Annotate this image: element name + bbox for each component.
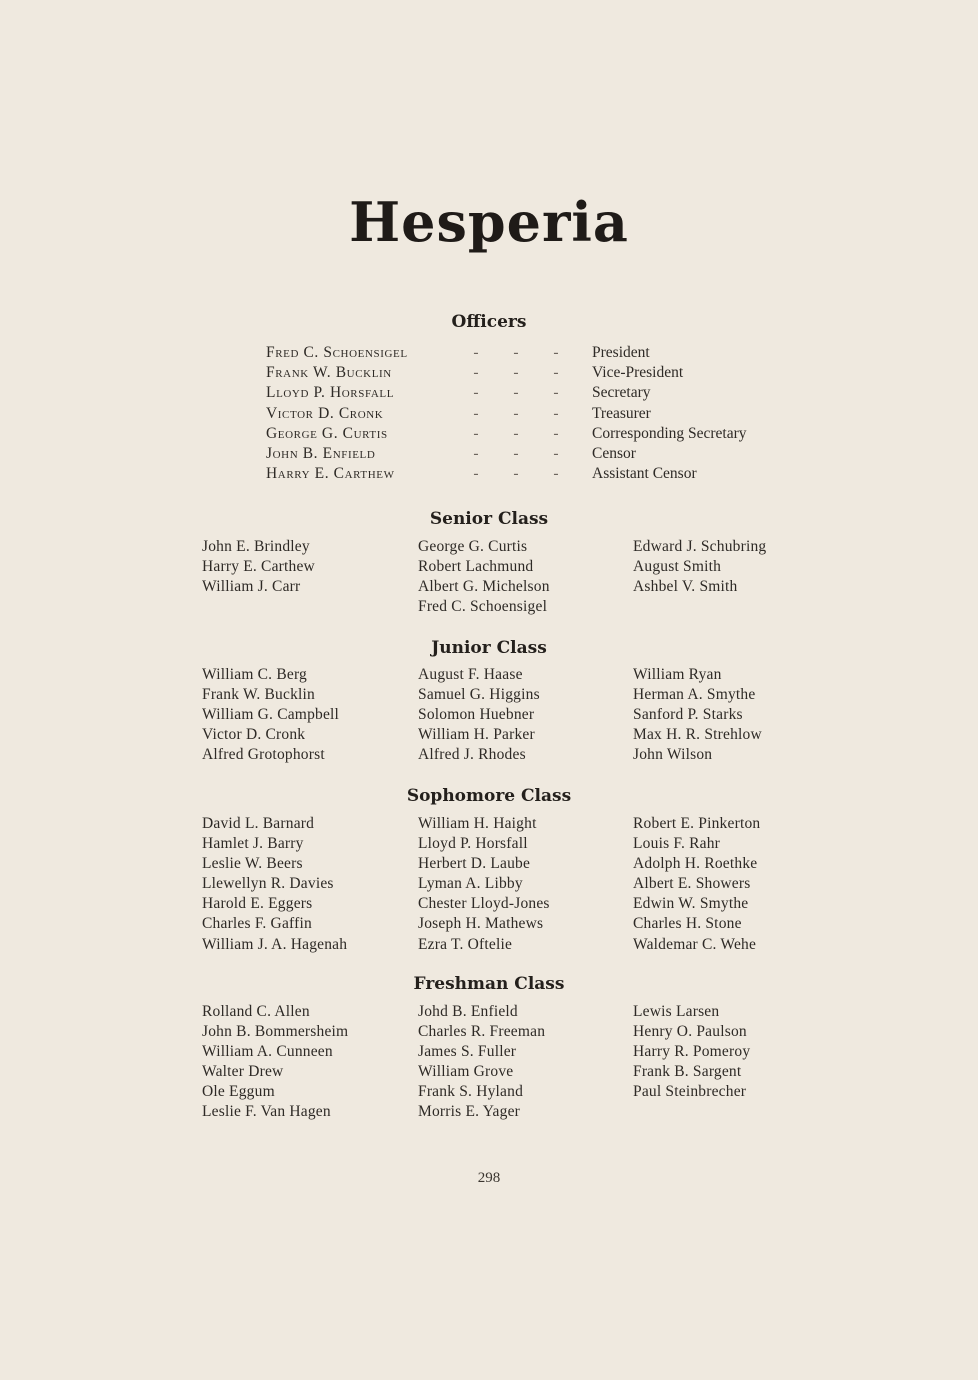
officer-title: Censor [592,444,636,462]
member-name: Hamlet J. Barry [202,835,304,853]
junior-class-heading: Junior Class [431,638,547,658]
officer-title: Secretary [592,384,651,402]
column-1 [202,814,412,955]
member-name: Charles H. Stone [633,915,742,933]
member-name: William J. Carr [202,578,301,596]
senior-class-heading: Senior Class [429,509,549,529]
officer-name: Frank W. Bucklin [266,364,392,382]
officer-row [266,425,806,445]
officer-row [266,344,806,364]
member-name: Herbert D. Laube [418,855,531,873]
member-name: Samuel G. Higgins [418,686,540,704]
column-2 [418,537,628,617]
member-name: Lloyd P. Horsfall [418,835,528,853]
member-name: Harry R. Pomeroy [633,1043,751,1061]
member-name: Herman A. Smythe [633,686,756,704]
member-name: Paul Steinbrecher [633,1083,747,1101]
leader-dashes: - - - [473,444,559,462]
officer-row [266,445,806,465]
member-name: Fred C. Schoensigel [418,598,548,616]
column-3 [633,1002,843,1102]
member-name: Robert E. Pinkerton [633,815,761,832]
member-name: William A. Cunneen [202,1043,333,1061]
column-3 [633,665,843,765]
column-3 [633,814,843,955]
member-name: Frank S. Hyland [418,1083,524,1101]
member-name: Leslie F. Van Hagen [202,1103,331,1121]
member-name: Louis F. Rahr [633,835,721,853]
member-name: William C. Berg [202,666,307,683]
member-name: William Ryan [633,666,722,683]
member-name: Alfred Grotophorst [202,746,325,764]
leader-dashes: - - - [473,424,559,442]
column-3 [633,537,843,597]
column-2 [418,1002,628,1123]
officer-row [266,465,806,485]
member-name: Ezra T. Oftelie [418,935,513,953]
member-name: Leslie W. Beers [202,855,303,873]
officers-heading: Officers [451,312,527,332]
member-name: David L. Barnard [202,815,315,832]
officer-row [266,405,806,425]
officers-list [266,344,806,485]
column-2 [418,814,628,955]
member-name: Sanford P. Starks [633,706,743,724]
freshman-class-heading: Freshman Class [413,974,565,994]
member-name: John E. Brindley [202,538,310,555]
member-name: Lyman A. Libby [418,875,523,893]
officer-title: President [592,344,650,361]
leader-dashes: - - - [473,404,559,422]
member-name: Alfred J. Rhodes [418,746,526,764]
member-name: Frank B. Sargent [633,1063,742,1081]
member-name: Lewis Larsen [633,1003,720,1020]
member-name: Llewellyn R. Davies [202,875,334,893]
member-name: Edward J. Schubring [633,538,767,555]
member-name: Morris E. Yager [418,1103,521,1121]
member-name: John B. Bommersheim [202,1023,349,1041]
member-name: William G. Campbell [202,706,340,724]
member-name: William J. A. Hagenah [202,935,348,953]
member-name: Albert E. Showers [633,875,751,893]
leader-dashes: - - - [473,364,559,382]
officer-title: Treasurer [592,404,651,422]
member-name: John Wilson [633,746,713,764]
member-name: Chester Lloyd-Jones [418,895,550,913]
member-name: Max H. R. Strehlow [633,726,762,744]
member-name: Ole Eggum [202,1083,275,1101]
officer-title: Assistant Censor [592,465,697,483]
leader-dashes: - - - [473,384,559,402]
member-name: Albert G. Michelson [418,578,550,596]
page-title: Hesperia [349,190,629,254]
officer-row [266,364,806,384]
member-name: Frank W. Bucklin [202,686,315,704]
column-2 [418,665,628,765]
member-name: William Grove [418,1063,514,1081]
member-name: August F. Haase [418,666,523,683]
officer-name: Victor D. Cronk [266,404,384,422]
sophomore-class-heading: Sophomore Class [406,786,572,806]
officer-name: Lloyd P. Horsfall [266,384,395,402]
member-name: Victor D. Cronk [202,726,306,744]
column-1 [202,537,412,597]
member-name: William H. Haight [418,815,537,832]
officer-name: Harry E. Carthew [266,465,395,483]
member-name: Henry O. Paulson [633,1023,747,1041]
officer-title: Corresponding Secretary [592,424,747,442]
member-name: William H. Parker [418,726,535,744]
member-name: James S. Fuller [418,1043,517,1061]
officer-name: George G. Curtis [266,424,388,442]
column-1 [202,665,412,765]
member-name: Waldemar C. Wehe [633,935,757,953]
member-name: George G. Curtis [418,538,528,555]
member-name: Charles F. Gaffin [202,915,312,933]
member-name: Robert Lachmund [418,558,534,576]
member-name: Johd B. Enfield [418,1003,518,1020]
member-name: Harold E. Eggers [202,895,313,913]
officer-name: John B. Enfield [266,444,376,462]
member-name: Rolland C. Allen [202,1003,310,1020]
column-1 [202,1002,412,1123]
member-name: August Smith [633,558,722,576]
leader-dashes: - - - [473,344,559,361]
member-name: Solomon Huebner [418,706,535,724]
officer-name: Fred C. Schoensigel [266,344,408,361]
officer-row [266,384,806,404]
officer-title: Vice-President [592,364,684,382]
member-name: Adolph H. Roethke [633,855,758,873]
page-number: 298 [477,1170,501,1186]
member-name: Edwin W. Smythe [633,895,749,913]
member-name: Ashbel V. Smith [633,578,738,596]
member-name: Harry E. Carthew [202,558,315,576]
leader-dashes: - - - [473,465,559,483]
member-name: Joseph H. Mathews [418,915,544,933]
member-name: Walter Drew [202,1063,284,1081]
member-name: Charles R. Freeman [418,1023,546,1041]
